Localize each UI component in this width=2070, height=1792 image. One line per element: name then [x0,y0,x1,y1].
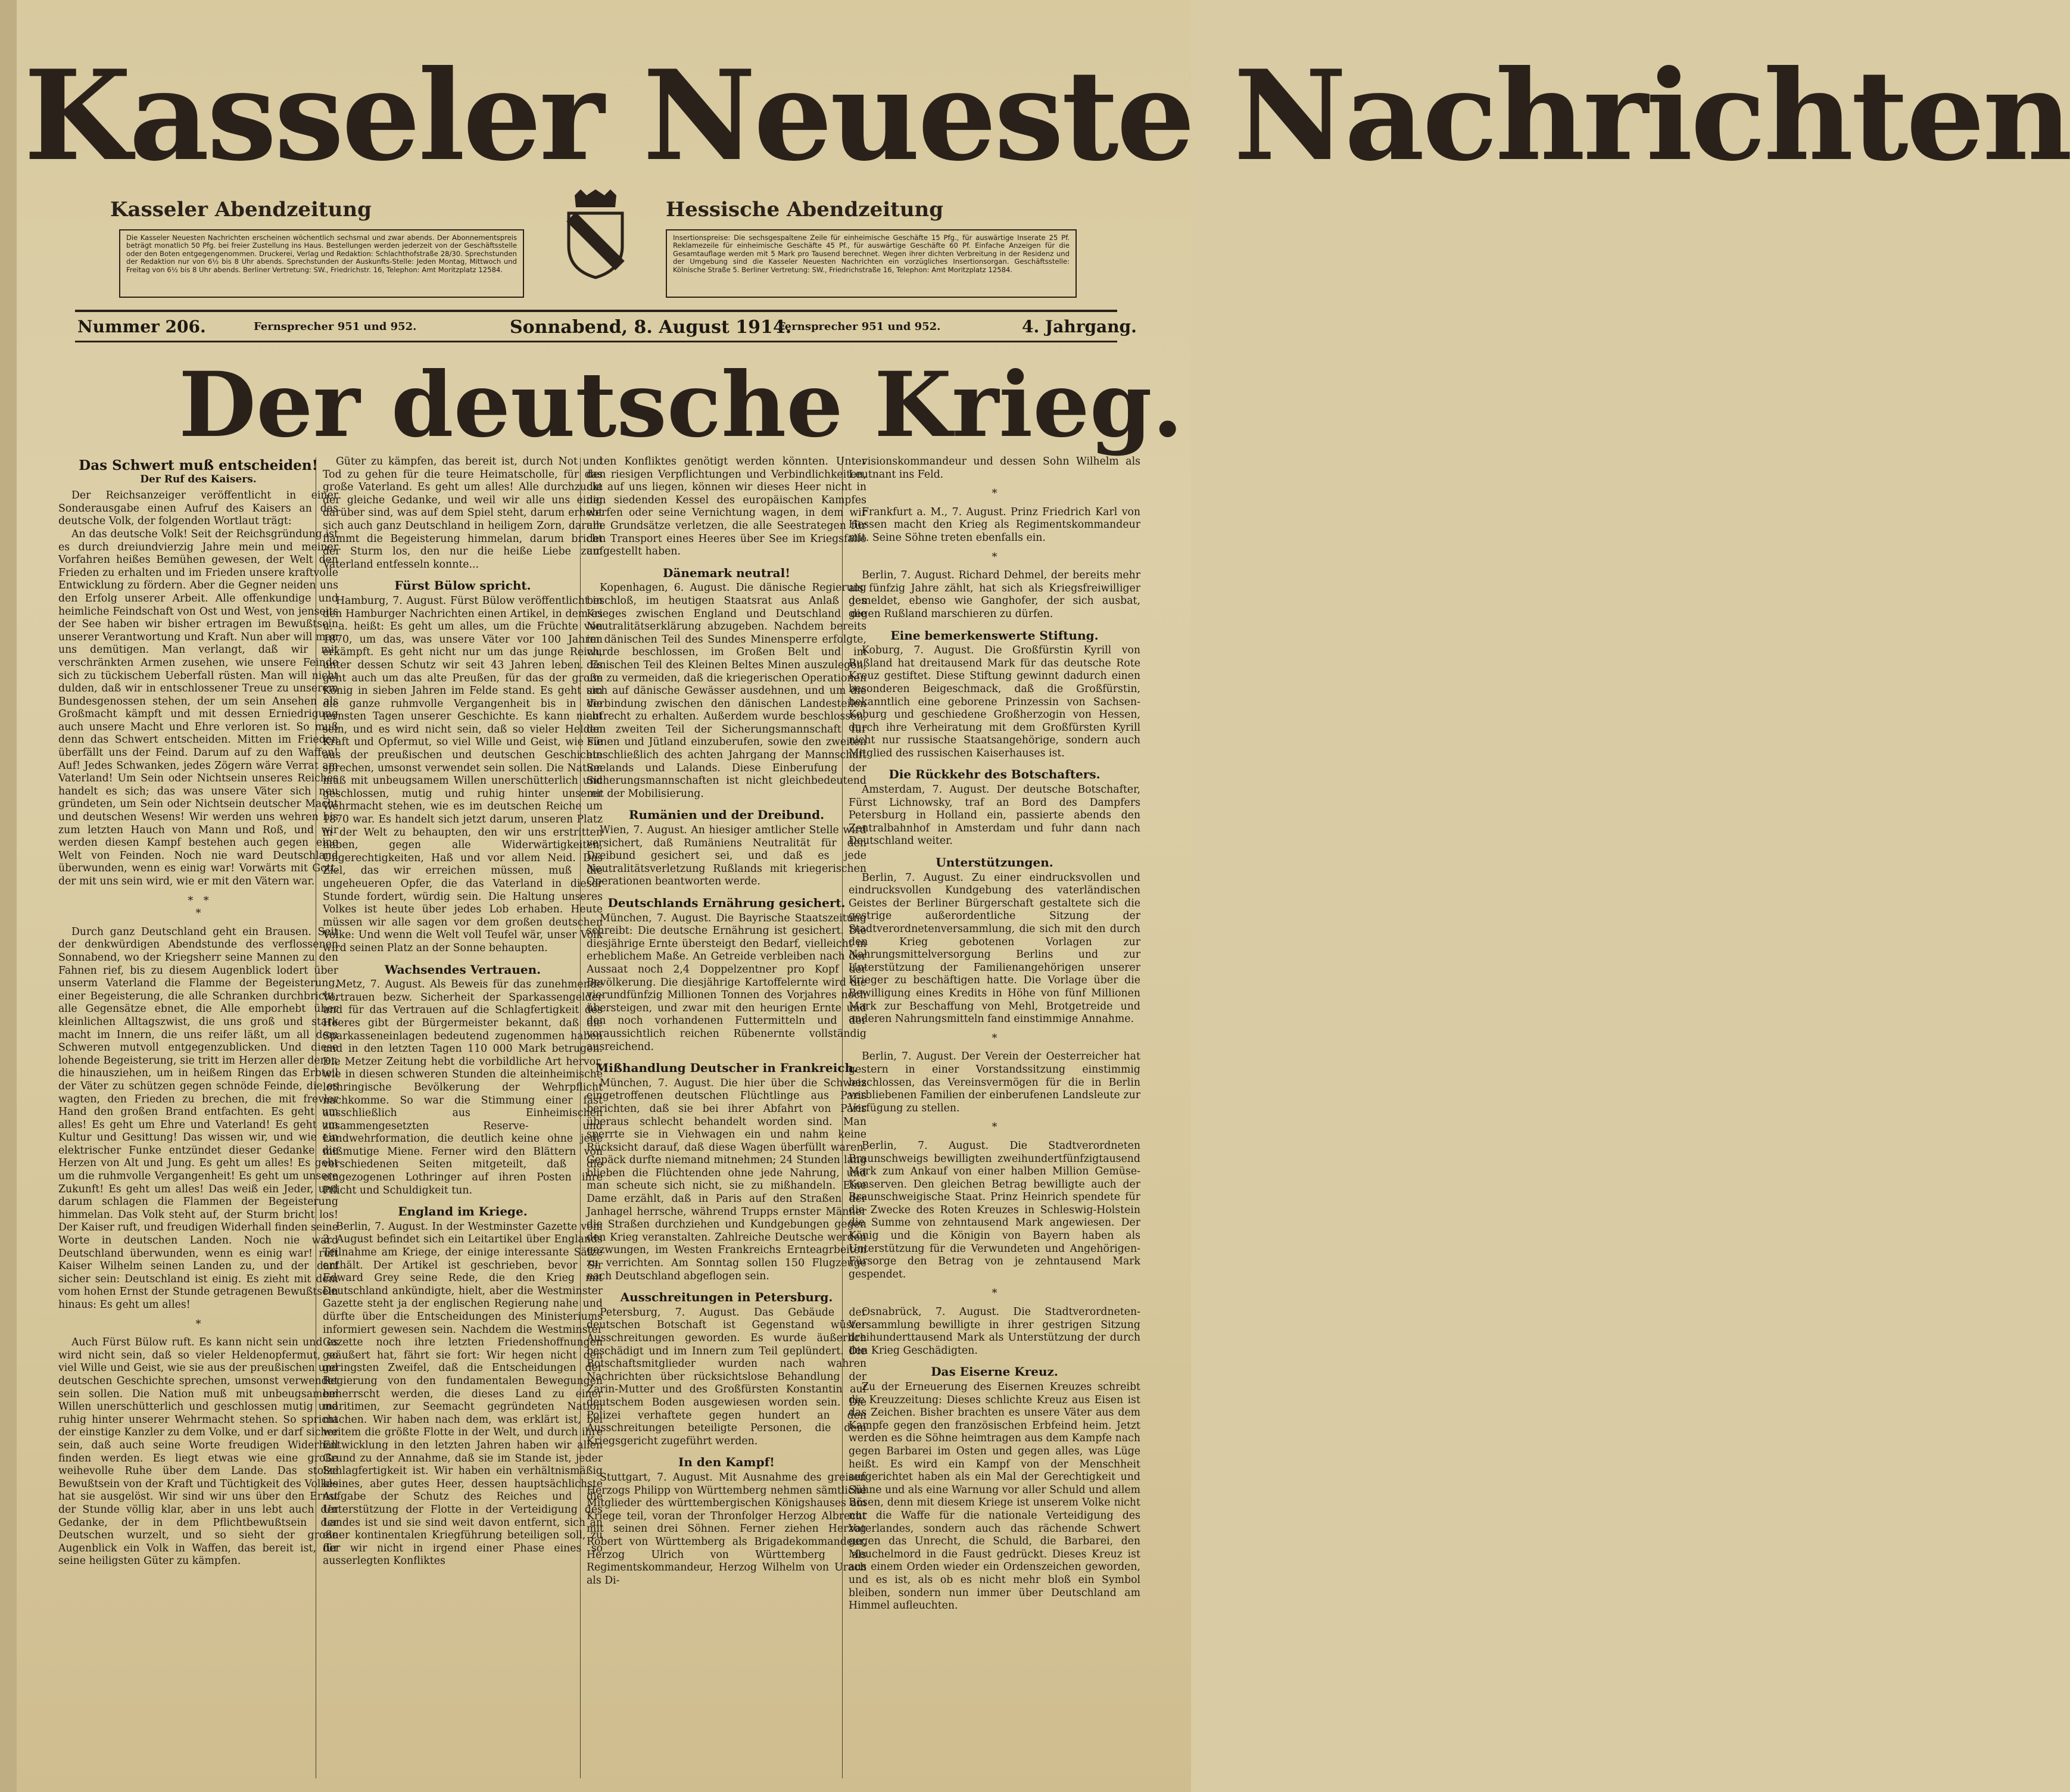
article-heading: Mißhandlung Deutscher in Frankreich. [595,1061,858,1076]
coat-of-arms-icon [563,189,628,278]
article-paragraph: Güter zu kämpfen, das bereit ist, durch Not und Tod zu gehen für die teure Heimatscholle, für das große Vaterland. Es geht um alles! Alle durchzuckt der gleiche Gedanke, und weil wir alle uns einig darüber sind, was auf dem Spiel steht, darum erhebt sich auch ganz Deutschland in heiligem Zorn, darum flammt die Begeisterung himmelan, darum bricht der Sturm los, den nur die heiße Liebe zum Vaterland entfesseln konnte... [323,456,603,571]
article-subheading: Der Ruf des Kaisers. [140,473,257,485]
article-paragraph: Durch ganz Deutschland geht ein Brausen. Seit der denkwürdigen Abendstunde des verflossenen Sonnabend, wo der Kriegsherr seine Mannen zu den Fahnen rief, bis zu diesem Augenblick lodert über unserm Vaterland die Flamme der Begeisterung, einer Begeisterung, die alle Schranken durchbricht, alle Gegensätze ebnet, die Alle emporhebt über kleinlichen Alltagszwist, die uns groß und stark macht im Innern, die uns reifer läßt, um all dem Schweren mutvoll entgegenzublicken. Und diese lohende Begeisterung, sie tritt im Herzen aller derer, die hinausziehen, um in heißem Ringen das Erbteil der Väter zu schützen gegen schnöde Feinde, die es wagten, den Frieden zu brechen, die mit frevler Hand den großen Brand entfachten. Es geht um alles! Es geht um Ehre und Vaterland! Es geht um Kultur und Gesittung! Das wissen wir, und wie ein elektrischer Funke entzündet dieser Gedanke die Herzen von Alt und Jung. Es geht um alles! Es geht um die ruhmvolle Vergangenheit! Es geht um unsere Zukunft! Es geht um alles! Das weiß ein Jeder, und darum schlagen die Flammen der Begeisterung himmelan. Das Volk steht auf, der Sturm bricht los! Der Kaiser ruft, und freudigen Widerhall finden seine Worte in deutschen Landen. Noch nie ward Deutschland überwunden, wenn es einig war! ruft Kaiser Wilhelm seinen Landen zu, und der darf sicher sein: Deutschland ist einig. Es zieht mit dem vom hohen Ernst der Stunde getragenen Bewußtsein hinaus: Es geht um alles! [58,925,338,1311]
article-paragraph: Kopenhagen, 6. August. Die dänische Regierung beschloß, im heutigen Staatsrat aus Anlaß des Krieges zwischen England und Deutschland die Neutralitätserklärung abzugeben. Nachdem bereits im dänischen Teil des Sundes Minensperre erfolgte, wurde beschlossen, im Großen Belt und im dänischen Teil des Kleinen Beltes Minen auszulegen, um zu vermeiden, daß die kriegerischen Operationen sich auf dänische Gewässer ausdehnen, und um die Verbindung zwischen den dänischen Landesteilen aufrecht zu erhalten. Außerdem wurde beschlossen, den zweiten Teil der Sicherungsmannschaft für Fünen und Jütland einzuberufen, sowie den zweiten einschließlich des achten Jahrgang der Mannschaft Seelands und Lalands. Diese Einberufung der Sicherungsmannschaften ist nicht gleichbedeutend mit der Mobilisierung. [587,582,866,800]
separator-stars: * [992,550,997,563]
phone-left: Fernsprecher 951 und 952. [254,320,417,333]
article-paragraph: Berlin, 7. August. Richard Dehmel, der bereits mehr als fünfzig Jahre zählt, hat sich als Kriegsfreiwilliger gemeldet, ebenso wie Ganghofer, der sich ausbat, gegen Rußland marschieren zu dürfen. [849,569,1140,620]
article-paragraph: An das deutsche Volk! Seit der Reichsgründung ist es durch dreiundvierzig Jahre mein und meiner Vorfahren heißes Bemühen gewesen, der Welt den Frieden zu erhalten und im Frieden unsere kraftvolle Entwicklung zu fördern. Aber die Gegner neiden uns den Erfolg unserer Arbeit. Alle offenkundige und heimliche Feindschaft von Ost und West, von jenseits der See haben wir bisher ertragen im Bewußtsein unserer Verantwortung und Kraft. Nun aber will man uns demütigen. Man verlangt, daß wir mit verschränkten Armen zusehen, wie unsere Feinde sich zu tückischem Ueberfall rüsten. Man will nicht dulden, daß wir in entschlossener Treue zu unserem Bundesgenossen stehen, der um sein Ansehen als Großmacht kämpft und mit dessen Erniedrigung auch unsere Macht und Ehre verloren ist. So muß denn das Schwert entscheiden. Mitten im Frieden überfällt uns der Feind. Darum auf zu den Waffen! Auf! Jedes Schwanken, jedes Zögern wäre Verrat am Vaterland! Um Sein oder Nichtsein unseres Reiches handelt es sich; das was unsere Väter sich neu gründeten, um Sein oder Nichtsein deutscher Macht und deutschen Wesens! Wir werden uns wehren bis zum letzten Hauch von Mann und Roß, und wir werden diesen Kampf bestehen auch gegen eine Welt von Feinden. Noch nie ward Deutschland überwunden, wenn es einig war! Vorwärts mit Gott, der mit uns sein wird, wie er mit den Vätern war. [58,528,338,887]
article-paragraph: Petersburg, 7. August. Das Gebäude der deutschen Botschaft ist Gegenstand wüster Ausschreitungen geworden. Es wurde äußerlich beschädigt und im Innern zum Teil geplündert. Die Botschaftsmitglieder wurden nach wahren Nachrichten über rücksichtslose Behandlung der Zarin-Mutter und des Großfürsten Konstantin auf deutschem Boden ausgewiesen worden sein. Die Polizei verhaftete gegen hundert an den Ausschreitungen beteiligte Personen, die dem Kriegsgericht zugeführt werden. [587,1306,866,1447]
article-paragraph: Berlin, 7. August. Die Stadtverordneten Braunschweigs bewilligten zweihundertfünfzigtausend Mark zum Ankauf von einer halben Million Gemüse-Konserven. Den gleichen Betrag bewilligte auch der Braunschweigische Staat. Prinz Heinrich spendete für die Zwecke des Roten Kreuzes in Schleswig-Holstein die Summe von zehntausend Mark angewiesen. Der König und die Königin von Bayern haben als Unterstützung für die Verwundeten und Angehörigen-Fürsorge den Betrag von je zehntausend Mark gespendet. [849,1139,1140,1280]
article-heading: In den Kampf! [678,1455,775,1470]
article-paragraph: Der Reichsanzeiger veröffentlicht in einer Sonderausgabe einen Aufruf des Kaisers an das deutsche Volk, der folgenden Wortlaut trägt: [58,490,338,528]
masthead-subtitle-right: Hessische Abendzeitung [666,198,944,222]
article-column-3 [587,456,866,1781]
separator-stars: * [992,1287,997,1300]
article-heading: Dänemark neutral! [663,565,790,580]
issue-number: Nummer 206. [77,317,206,336]
article-paragraph: Berlin, 7. August. Der Verein der Oesterreicher hat gestern in einer Vorstandssitzung einstimmig beschlossen, das Vereinsvermögen für die in Berlin verbliebenen Familien der einberufenen Landsleute zur Verfügung zu stellen. [849,1051,1140,1114]
article-heading: Ausschreitungen in Petersburg. [620,1290,833,1305]
article-paragraph: Frankfurt a. M., 7. August. Prinz Friedrich Karl von Hessen macht den Krieg als Regimentskommandeur mit. Seine Söhne treten ebenfalls ein. [849,506,1140,544]
article-paragraph: ten Konfliktes genötigt werden könnten. Unter den riesigen Verpflichtungen und Verbindlichkeiten, die auf uns liegen, können wir dieses Heer nicht in den siedenden Kessel des europäischen Kampfes werfen oder seine Vernichtung wagen, in dem wir alle Grundsätze verletzen, die alle Seestrategen für den Transport eines Heeres über See im Kriegsfalle aufgestellt haben. [587,456,866,558]
article-heading: Rumänien und der Dreibund. [628,808,825,822]
article-heading: Die Rückkehr des Botschafters. [889,767,1101,782]
advertising-info-box: Insertionspreise: Die sechsgespaltene Zeile für einheimische Geschäfte 15 Pfg., für auswärtige Inserate 25 Pf. Reklamezeile für einheimische Geschäfte 45 Pf., für auswärtige Geschäfte 60 Pf. Einfache Anzeigen für die Gesamtauflage werden mit 5 Mark pro Tausend berechnet. Wegen ihrer dichten Verbreitung in der Residenz und der Umgebung sind die Kasseler Neuesten Nachrichten ein vorzügliches Insertionsorgan. Geschäftsstelle: Kölnische Straße 5. Berliner Vertretung: SW., Friedrichstraße 16, Telephon: Amt Moritzplatz 12584. [666,229,1077,298]
masthead-title: Kasseler Neueste Nachrichten [24,43,2070,189]
article-heading: England im Kriege. [398,1204,528,1219]
article-heading: Unterstützungen. [936,855,1053,870]
article-paragraph: visionskommandeur und dessen Sohn Wilhelm als Leutnant ins Feld. [849,456,1140,481]
article-column-2 [323,456,603,1781]
separator-stars: * [992,487,997,500]
article-paragraph: Stuttgart, 7. August. Mit Ausnahme des greisen Herzogs Philipp von Württemberg nehmen sämtliche Mitglieder des württembergischen Königshauses am Kriege teil, voran der Thronfolger Herzog Albrecht mit seinen drei Söhnen. Ferner ziehen Herzog Robert von Württemberg als Brigadekommandeur, Herzog Ulrich von Württemberg als Regimentskommandeur, Herzog Wilhelm von Urach als Di- [587,1471,866,1587]
article-heading: Das Eiserne Kreuz. [931,1364,1058,1379]
article-paragraph: Osnabrück, 7. August. Die Stadtverordneten-Versammlung bewilligte in ihrer gestrigen Sitzung dreihunderttausend Mark als Unterstützung der durch den Krieg Geschädigten. [849,1306,1140,1357]
separator-stars: * [992,1031,997,1045]
article-heading: Wachsendes Vertrauen. [384,962,541,977]
article-paragraph: Wien, 7. August. An hiesiger amtlicher Stelle wird versichert, daß Rumäniens Neutralität für den Dreibund gesichert sei, und daß es jede Neutralitätsverletzung Rußlands mit kriegerischen Operationen beantworten werde. [587,824,866,888]
separator-stars: * [992,1121,997,1134]
article-paragraph: München, 7. August. Die Bayrische Staatszeitung schreibt: Die deutsche Ernährung ist gesichert. Die diesjährige Ernte übersteigt den Bedarf, vielleicht in erheblichem Maße. An Getreide verbleiben nach der Aussaat noch 2,4 Doppelzentner pro Kopf der Bevölkerung. Die diesjährige Kartoffelernte wird die vierundfünfzig Millionen Tonnen des Vorjahres noch übersteigen, und zwar mit den heurigen Ernte und den noch vorhandenen Futtermitteln und der voraussichtlich reichen Rübenernte vollständig ausreichend. [587,912,866,1053]
article-heading: Eine bemerkenswerte Stiftung. [890,628,1099,643]
separator-stars: * * * [188,894,209,920]
subscription-info-box: Die Kasseler Neuesten Nachrichten erscheinen wöchentlich sechsmal und zwar abends. Der Abonnementspreis beträgt monatlich 50 Pfg. bei freier Zustellung ins Haus. Bestellungen werden jederzeit von der Geschäftsstelle oder den Boten entgegengenommen. Druckerei, Verlag und Redaktion: Schlachthofstraße 28/30. Sprechstunden der Redaktion nur von 6½ bis 8 Uhr abends. Sprechstunden der Auskunfts-Stelle: Jeden Montag, Mittwoch und Freitag von 6½ bis 8 Uhr abends. Berliner Vertretung: SW., Friedrichstr. 16, Telephon: Amt Moritzplatz 12584. [119,229,524,298]
article-paragraph: Amsterdam, 7. August. Der deutsche Botschafter, Fürst Lichnowsky, traf an Bord des Dampfers Petersburg in Holland ein, passierte abends den Zentralbahnhof in Amsterdam und fuhr dann nach Deutschland weiter. [849,784,1140,847]
masthead-subtitle-left: Kasseler Abendzeitung [110,198,372,222]
article-column-4 [849,456,1140,1781]
article-paragraph: Auch Fürst Bülow ruft. Es kann nicht sein und es wird nicht sein, daß so vieler Heldenopfermut, so viel Wille und Geist, wie sie aus der preußischen und deutschen Geschichte sprechen, umsonst verwendet sein sollen. Die Nation muß mit unbeugsamem Willen unerschütterlich und geschlossen mutig und ruhig hinter unserer Wehrmacht stehen. So spricht der einstige Kanzler zu dem Volke, und er darf sicher sein, daß auch seine Worte freudigen Widerhall finden werden. Es liegt etwas wie eine große weihevolle Ruhe über dem Lande. Das stolze Bewußtsein von der Kraft und Tüchtigkeit des Volkes hat sie ausgelöst. Wir sind wir uns über den Ernst der Stunde völlig klar, aber in uns lebt auch der Gedanke, der in dem Pflichtbewußtsein der Deutschen wurzelt, und so sieht der große Augenblick ein Volk in Waffen, das bereit ist, für seine heiligsten Güter zu kämpfen. [58,1336,338,1567]
article-paragraph: Berlin, 7. August. Zu einer eindrucksvollen und eindrucksvollen Kundgebung des vaterländischen Geistes der Berliner Bürgerschaft gestaltete sich die gestrige außerordentliche Sitzung der Stadtverordnetenversammlung, die sich mit den durch den Krieg gebotenen Vorlagen zur Nahrungsmittelversorgung Berlins und zur Unterstützung der Familienangehörigen unserer Krieger zu beschäftigen hatte. Die Vorlage über die Bewilligung eines Kredits in Höhe von fünf Millionen Mark zur Beschaffung von Mehl, Brotgetreide und anderen Nahrungsmitteln fand einstimmige Annahme. [849,871,1140,1026]
phone-right: Fernsprecher 951 und 952. [778,320,941,333]
article-paragraph: Zu der Erneuerung des Eisernen Kreuzes schreibt die Kreuzzeitung: Dieses schlichte Kreuz aus Eisen ist das Zeichen. Bisher brachten es unsere Väter aus dem Kampfe gegen den französischen Erbfeind heim. Jetzt werden es die Söhne heimtragen aus dem Kampfe nach gegen Barbarei im Osten und gegen alles, was Lüge heißt. Es wird ein Kampf von der Menschheit aufgerichtet haben als ein Mal der Gerechtigkeit und Sühne und als eine Warnung vor aller Schuld und allem Bösen, denn mit diesem Kriege ist unserem Volke nicht nur die Waffe für die nationale Verteidigung des Vaterlandes, sondern auch das rächende Schwert gegen das Unrecht, die Schuld, die Barbarei, den Meuchelmord in die Faust gedrückt. Dieses Kreuz ist aus einem Orden wieder ein Ordenszeichen geworden, und es ist, als ob es nicht mehr bloß ein Symbol bleiben, sondern nun immer über Deutschland am Himmel aufleuchten. [849,1381,1140,1612]
article-paragraph: München, 7. August. Die hier über die Schweiz eingetroffenen deutschen Flüchtlinge aus Paris berichten, daß sie bei ihrer Abfahrt von Paris überaus schlecht behandelt worden sind. Man sperrte sie in Viehwagen ein und nahm keine Rücksicht darauf, daß diese Wagen überfüllt waren. Gepäck durfte niemand mitnehmen; 24 Stunden lang blieben die Flüchtenden ohne jede Nahrung, und man scheute sich nicht, sie zu mißhandeln. Eine Dame erzählt, daß in Paris auf den Straßen der Janhagel herrsche, während Trupps ernster Männer die Straßen durchziehen und Kundgebungen gegen den Krieg veranstalten. Zahlreiche Deutsche werden gezwungen, im Westen Frankreichs Ernteagrbeiten zu verrichten. Am Sonntag sollen 150 Flugzeuge nach Deutschland abgeflogen sein. [587,1077,866,1282]
article-paragraph: Metz, 7. August. Als Beweis für das zunehmende Vertrauen bezw. Sicherheit der Sparkassengelder und für das Vertrauen auf die Schlagfertigkeit des Heeres gibt der Bürgermeister bekannt, daß die Sparkasseneinlagen bedeutend zugenommen haben und in den letzten Tagen 110 000 Mark betrugen. Die Metzer Zeitung hebt die vorbildliche Art hervor, wie in diesen schweren Stunden die alteinheimische lothringische Bevölkerung der Wehrpflicht nachkomme. So war die Stimmung einer fast ausschließlich aus Einheimischen zusammengesetzten Reserve- und Landwehrformation, die deutlich keine ohne jede mißmutige Miene. Ferner wird den Blättern von verschiedenen Seiten mitgeteilt, daß die eingezogenen Lothringer auf ihren Posten ihre Pflicht und Schuldigkeit tun. [323,978,603,1196]
article-heading: Fürst Bülow spricht. [394,578,531,593]
page-edge [0,0,17,1792]
separator-stars: * [195,1317,201,1330]
issue-date: Sonnabend, 8. August 1914. [510,317,792,338]
main-headline: Der deutsche Krieg. [179,353,1183,457]
article-paragraph: Hamburg, 7. August. Fürst Bülow veröffentlicht in den Hamburger Nachrichten einen Artikel, in dem es u. a. heißt: Es geht um alles, um die Früchte von 1870, um das, was unsere Väter vor 100 Jahren erkämpft. Es geht nicht nur um das junge Reich, unter dessen Schutz wir seit 43 Jahren leben. Es geht auch um das alte Preußen, für das der große König in sieben Jahren im Felde stand. Es geht um die ganze ruhmvolle Vergangenheit bis in die fernsten Tagen unserer Geschichte. Es kann nicht sein, und es wird nicht sein, daß so vieler Helden Kraft und Opfermut, so viel Wille und Geist, wie sie aus der preußischen und deutschen Geschichte sprechen, umsonst verwendet sein sollen. Die Nation muß mit unbeugsamem Willen unerschütterlich und geschlossen, mutig und ruhig hinter unserer Wehrmacht stehen, wie es im deutschen Reiche um 1870 war. Es handelt sich jetzt darum, unseren Platz in der Welt zu behaupten, den wir uns erstritten haben, gegen alle Widerwärtigkeiten, Ungerechtigkeiten, Haß und vor allem Neid. Das Ziel, das wir erreichen müssen, muß die ungeheueren Opfer, die das Vaterland in dieser Stunde fordert, würdig sein. Die Haltung unseres Volkes ist heute über jedes Lob erhaben. Heute müssen wir alle sagen vor dem großen deutschen Volke: Und wenn die Welt voll Teufel wär, unser Volk wird seinen Platz an der Sonne behaupten. [323,594,603,954]
article-paragraph: Berlin, 7. August. In der Westminster Gazette vom 3. August befindet sich ein Leitartikel über Englands Teilnahme am Kriege, der einige interessante Sätze enthält. Der Artikel ist geschrieben, bevor Sir Edward Grey seine Rede, die den Krieg mit Deutschland ankündigte, hielt, aber die Westminster Gazette steht ja der englischen Regierung nahe und dürfte über die Entscheidungen des Ministeriums informiert gewesen sein. Nachdem die Westminster Gazette noch ihre letzten Friedenshoffnungen geäußert hat, fährt sie fort: Wir hegen nicht den geringsten Zweifel, daß die Entscheidungen der Regierung von den fundamentalen Bewegungen beherrscht werden, die dieses Land zu einer maritimen, zur Seemacht gegründeten Nation machen. Wir haben nach dem, was erklärt ist, bei weitem die größte Flotte in der Welt, und durch ihre Entwicklung in den letzten Jahren haben wir allen Grund zu der Annahme, daß sie im Stande ist, jeder Schlagfertigkeit ist. Wir haben ein verhältnismäßig kleines, aber gutes Heer, dessen hauptsächlichste Aufgabe der Schutz des Reiches und die Unterstützung der Flotte in der Verteidigung des Landes ist und sie sind weit davon entfernt, sich an einer kontinentalen Kriegführung beteiligen soll, zu der wir nicht in irgend einer Phase eines so ausserlegten Konfliktes [323,1220,603,1567]
article-column-1 [58,456,338,1781]
article-heading: Das Schwert muß entscheiden! [79,457,318,473]
article-heading: Deutschlands Ernährung gesichert. [607,896,846,910]
article-paragraph: Koburg, 7. August. Die Großfürstin Kyrill von Rußland hat dreitausend Mark für das deutsche Rote Kreuz gestiftet. Diese Stiftung gewinnt dadurch einen besonderen Beigeschmack, daß die Großfürstin, bekanntlich eine geborene Prinzessin von Sachsen-Koburg und geschiedene Großherzogin von Hessen, durch ihre Verheiratung mit dem Großfürsten Kyrill nicht nur russische Staatsangehörige, sondern auch Mitglied des russischen Kaiserhauses ist. [849,644,1140,759]
dateline-bar [75,310,1137,342]
volume-year: 4. Jahrgang. [1022,317,1137,336]
